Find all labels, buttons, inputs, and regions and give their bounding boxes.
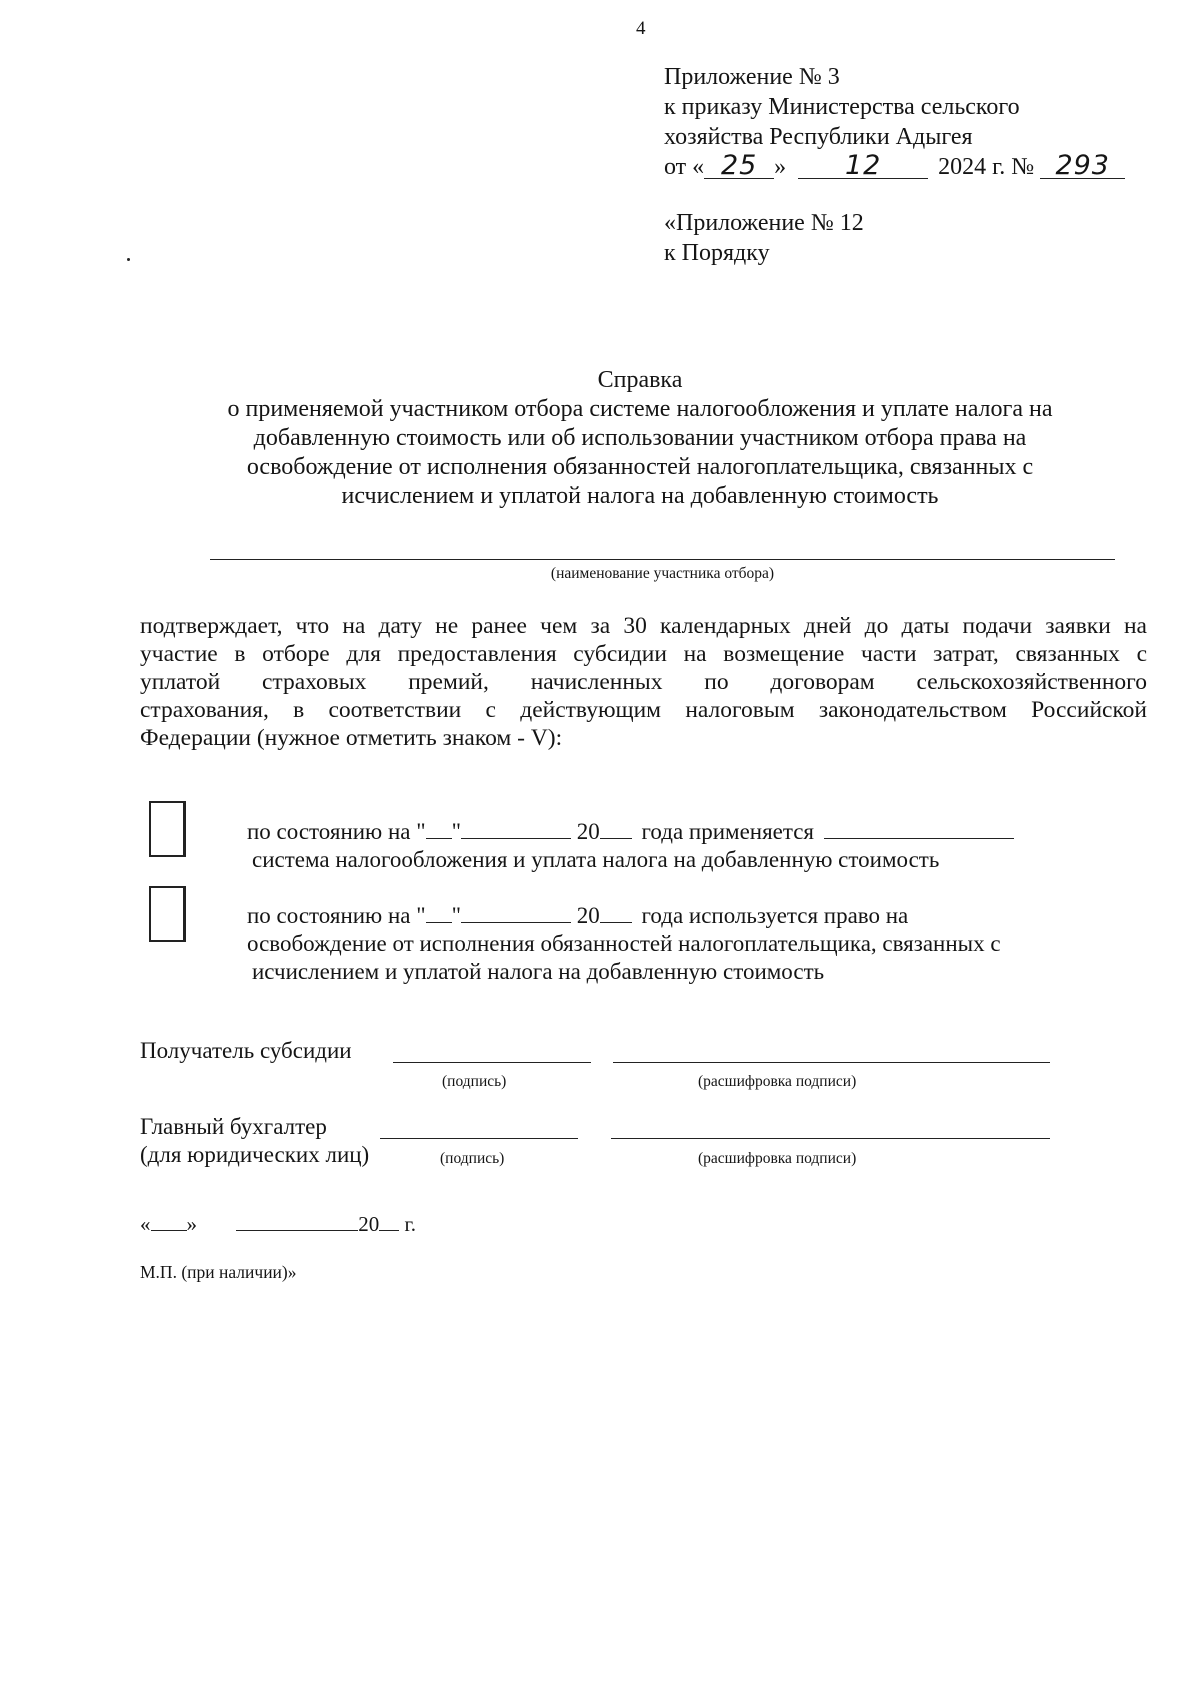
option-2-prefix: по состоянию на "	[247, 903, 426, 928]
option-1-line-2: система налогообложения и уплата налога на добавленную стоимость	[252, 847, 940, 872]
annex-header	[664, 62, 1125, 268]
body-line-1: подтверждает, что на дату не ранее чем за 30 календарных дней до даты подачи заявки на	[140, 613, 1147, 639]
footer-month-blank[interactable]	[236, 1212, 358, 1231]
title-line-1: о применяемой участником отбора системе налогообложения и уплате налога на	[227, 396, 1053, 422]
option-2-day-blank[interactable]	[426, 904, 452, 923]
recipient-decoding-caption: (расшифровка подписи)	[698, 1073, 857, 1090]
option-2-quote: "	[451, 903, 462, 928]
footer-year-blank[interactable]	[379, 1212, 399, 1231]
option-1-prefix: по состоянию на "	[247, 819, 426, 844]
body-line-5: Федерации (нужное отметить знаком - V):	[140, 725, 563, 751]
option-2-line-2: освобождение от исполнения обязанностей налогоплательщика, связанных с	[247, 931, 1001, 956]
accountant-note: (для юридических лиц)	[140, 1142, 370, 1167]
handwritten-order-number: 293	[1040, 154, 1125, 179]
accountant-signature-line[interactable]	[380, 1138, 578, 1139]
option-1-year: 20	[576, 819, 600, 844]
appendix-title: «Приложение № 12	[664, 210, 864, 236]
option-1-tax-system-blank[interactable]	[824, 820, 1014, 839]
body-line-3: уплатой страховых премий, начисленных по договорам сельскохозяйственного	[140, 669, 1147, 695]
title-heading: Справка	[597, 367, 683, 393]
option-2-line-1	[247, 902, 908, 930]
accountant-label: Главный бухгалтер	[140, 1114, 327, 1139]
option-1-day-blank[interactable]	[426, 820, 452, 839]
footer-date	[140, 1212, 416, 1237]
confirmation-paragraph	[140, 612, 1147, 752]
annex-ministry: хозяйства Республики Адыгея	[664, 124, 973, 150]
body-line-2: участие в отборе для предоставления субсидии на возмещение части затрат, связанных с	[140, 641, 1147, 667]
option-1-month-blank[interactable]	[461, 820, 571, 839]
option-1-year-blank[interactable]	[600, 820, 632, 839]
date-mid: »	[774, 154, 787, 180]
document-title	[140, 366, 1140, 511]
year-and-number-label: 2024 г. №	[938, 154, 1035, 180]
participant-name-caption: (наименование участника отбора)	[550, 565, 775, 582]
accountant-decoding-caption: (расшифровка подписи)	[698, 1150, 857, 1167]
option-2-tail: года используется право на	[641, 903, 909, 928]
recipient-signature-line[interactable]	[393, 1062, 591, 1063]
handwritten-month: 12	[798, 154, 928, 179]
accountant-decoding-line[interactable]	[611, 1138, 1050, 1139]
option-2-year-blank[interactable]	[600, 904, 632, 923]
option-1-quote: "	[451, 819, 462, 844]
title-line-3: освобождение от исполнения обязанностей налогоплательщика, связанных с	[246, 454, 1034, 480]
footer-close-quote: »	[186, 1212, 197, 1236]
option-1-line-1	[247, 818, 1014, 846]
option-2-checkbox[interactable]	[149, 886, 186, 942]
appendix-procedure: к Порядку	[664, 240, 770, 266]
accountant-signature-caption: (подпись)	[440, 1150, 505, 1167]
recipient-signature-caption: (подпись)	[442, 1073, 507, 1090]
footer-day-blank[interactable]	[151, 1212, 187, 1231]
option-1-checkbox[interactable]	[149, 801, 186, 857]
option-2-month-blank[interactable]	[461, 904, 571, 923]
scan-speck	[127, 258, 130, 261]
option-2-line-3: исчислением и уплатой налога на добавленную стоимость	[252, 959, 825, 984]
footer-year-prefix: 20	[358, 1212, 380, 1236]
title-line-4: исчислением и уплатой налога на добавленную стоимость	[341, 483, 939, 509]
recipient-decoding-line[interactable]	[613, 1062, 1050, 1063]
annex-title: Приложение № 3	[664, 64, 840, 90]
stamp-note: М.П. (при наличии)»	[140, 1262, 297, 1282]
handwritten-day: 25	[704, 154, 774, 179]
date-prefix: от «	[664, 154, 705, 180]
recipient-label: Получатель субсидии	[140, 1038, 352, 1063]
option-2-year: 20	[576, 903, 600, 928]
body-line-4: страхования, в соответствии с действующим налоговым законодательством Российской	[140, 697, 1147, 723]
participant-name-line	[210, 559, 1115, 560]
annex-order-ref: к приказу Министерства сельского	[664, 94, 1020, 120]
footer-open-quote: «	[140, 1212, 151, 1236]
title-line-2: добавленную стоимость или об использовании участником отбора права на	[253, 425, 1027, 451]
annex-date-line	[664, 152, 1125, 182]
page-number: 4	[636, 18, 646, 39]
footer-year-suffix: г.	[404, 1212, 416, 1236]
option-1-tail: года применяется	[641, 819, 815, 844]
